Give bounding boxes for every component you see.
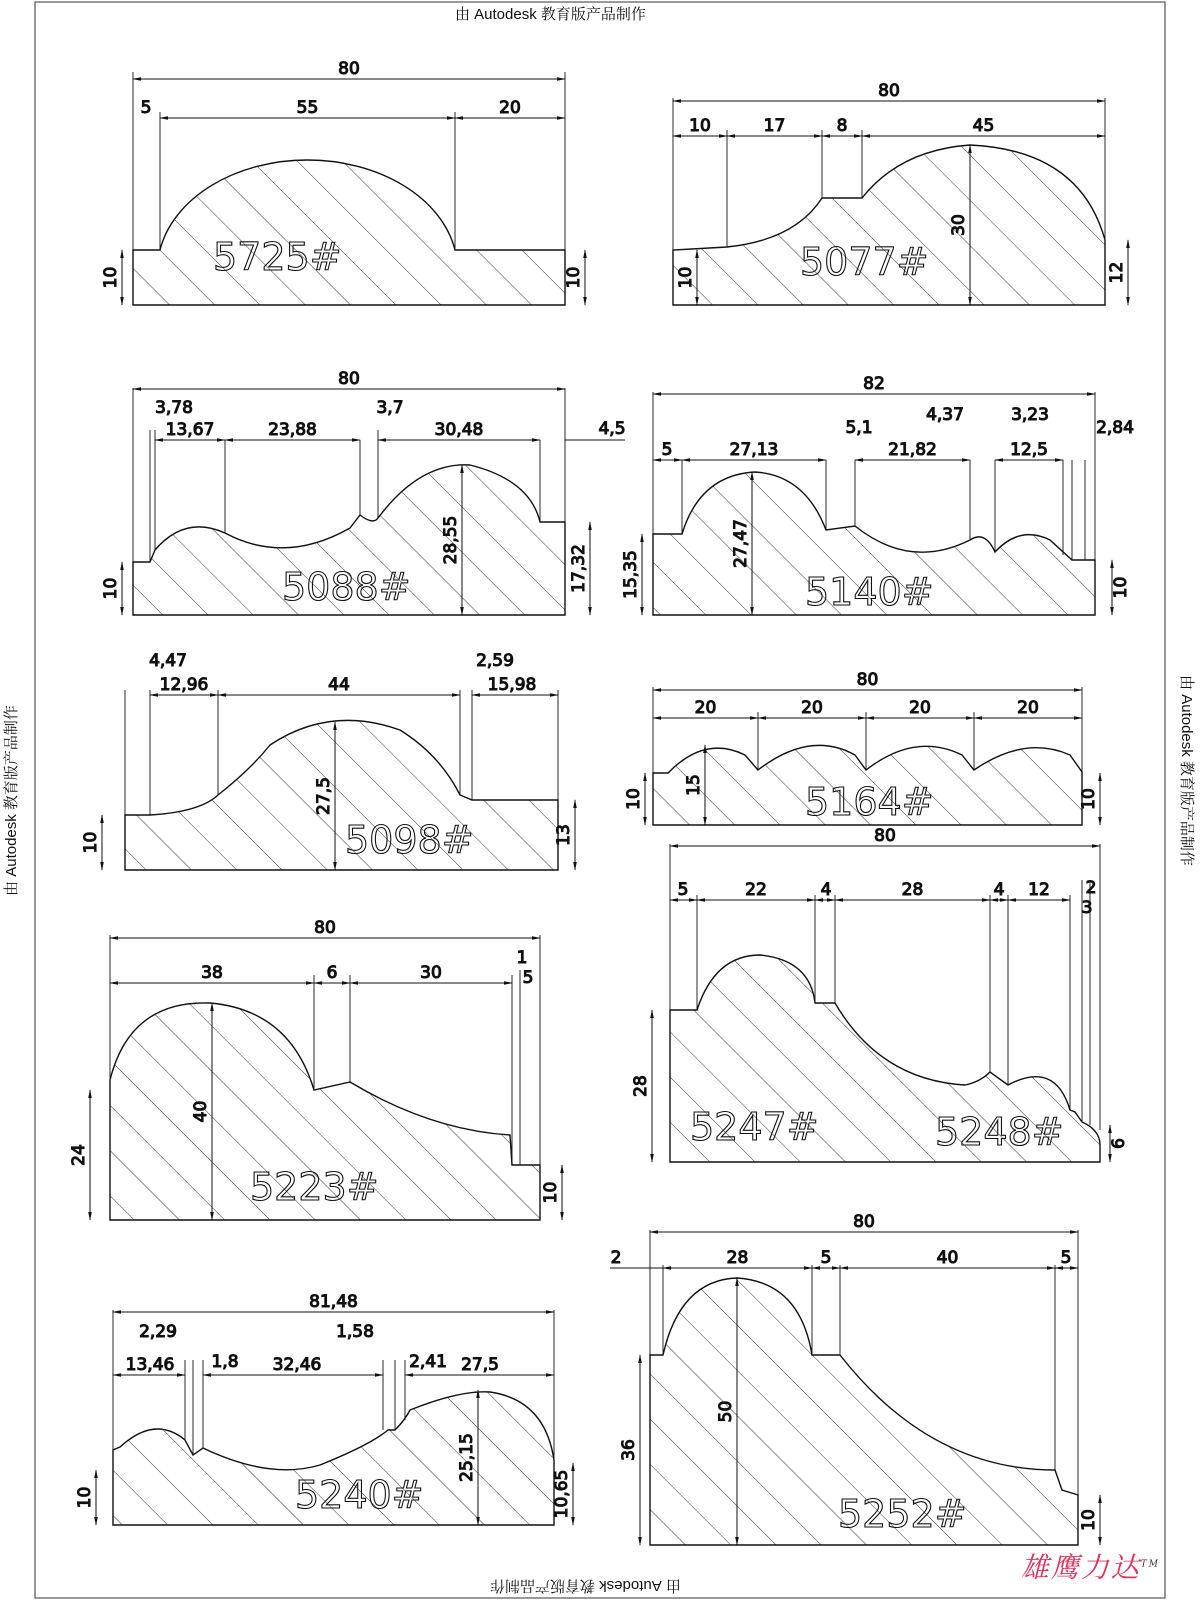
- dim-height-left: [101, 250, 122, 305]
- dimension: [653, 440, 682, 460]
- dimension-text: 27,5: [461, 1355, 499, 1375]
- dimension-text: 44: [328, 675, 350, 695]
- dimension-text: 28: [901, 880, 924, 900]
- dimension-text: 6: [326, 963, 338, 983]
- dimension-text: 15: [684, 774, 704, 796]
- svg-text:2: 2: [1085, 878, 1097, 898]
- dimension-text: 28: [726, 1248, 749, 1268]
- dimension-text: 5: [661, 440, 673, 460]
- dimension-text: 38: [201, 963, 223, 983]
- dimension-text: 12,96: [159, 675, 209, 695]
- label-5164: 5164#: [805, 780, 934, 824]
- svg-text:5: 5: [522, 968, 534, 988]
- trademark: TM: [1140, 1559, 1160, 1570]
- dimension: [670, 880, 697, 900]
- dim-height-left: [619, 1355, 640, 1545]
- dimension: [682, 440, 826, 460]
- dimension-text: 13,67: [165, 420, 215, 440]
- dim-overall-width: [650, 1212, 1078, 1232]
- dimension: [673, 116, 727, 136]
- dimension-text: 20: [801, 698, 823, 718]
- dimension: [862, 116, 1105, 136]
- dim-height-right: [1111, 560, 1131, 615]
- dimension: [990, 880, 1008, 900]
- svg-text:3,7: 3,7: [376, 398, 404, 418]
- dimension-text: 15,35: [621, 550, 641, 599]
- dimension: [866, 698, 974, 718]
- dimension-text: 13: [554, 824, 574, 846]
- svg-text:1,8: 1,8: [211, 1352, 239, 1372]
- dimension-text: 80: [338, 59, 360, 79]
- dim-height-left: [621, 534, 642, 615]
- svg-text:4,47: 4,47: [149, 651, 187, 671]
- dimension-text: 10,65: [552, 1469, 572, 1519]
- dimension-text: 10: [101, 266, 121, 289]
- dimension: [995, 440, 1063, 460]
- dimension: [727, 116, 822, 136]
- dimension-text: 27,13: [729, 440, 779, 460]
- svg-text:2,84: 2,84: [1096, 418, 1134, 438]
- label-5140: 5140#: [805, 570, 934, 614]
- svg-text:5: 5: [140, 98, 152, 118]
- dimension-text: 30: [420, 963, 442, 983]
- dimension: [350, 963, 512, 983]
- dimension-text: 81,48: [309, 1292, 358, 1312]
- dimension: [653, 698, 758, 718]
- dimension-text: 12,5: [1010, 440, 1048, 460]
- dimension-text: 12: [1107, 261, 1127, 284]
- svg-text:2,59: 2,59: [476, 651, 514, 671]
- dimension-text: 4: [820, 880, 832, 900]
- dimension-text: 10: [689, 116, 711, 136]
- dim-height-left: [101, 562, 122, 615]
- dimension-text: 5: [1060, 1248, 1072, 1268]
- dimension-text: 32,46: [272, 1355, 322, 1375]
- dimension-text: 8: [836, 116, 848, 136]
- dimension: [697, 880, 815, 900]
- dimension-text: 40: [191, 1100, 211, 1123]
- dimension: [113, 1355, 185, 1375]
- dim-height-right: [541, 1165, 562, 1220]
- profile-5098-outline: [125, 720, 558, 870]
- dim-height-right: [564, 250, 585, 305]
- dim-height-left: [631, 1010, 652, 1162]
- dimension-text: 10: [75, 1486, 95, 1509]
- label-5098: 5098#: [345, 818, 474, 862]
- label-5077: 5077#: [800, 240, 929, 284]
- dimension: [822, 116, 862, 136]
- dim-overall-width: [653, 670, 1082, 690]
- dim-overall-width: [113, 1292, 554, 1312]
- svg-text:2,41: 2,41: [409, 1352, 447, 1372]
- dimension-text: 80: [853, 1212, 875, 1232]
- dimension-text: 10: [624, 788, 644, 810]
- profile-5725-outline: [133, 160, 565, 305]
- dimension: [974, 698, 1082, 718]
- dimension-text: 17: [763, 116, 786, 136]
- dimension-text: 82: [863, 374, 885, 394]
- dimension-text: 10: [101, 577, 121, 600]
- dimension: [472, 675, 558, 695]
- dim-height-right: [569, 522, 590, 615]
- dimension: [663, 1248, 812, 1268]
- dimension: [855, 440, 970, 460]
- dim-overall-width: [670, 826, 1100, 846]
- label-5725: 5725#: [213, 235, 342, 279]
- dimension-text: 20: [1017, 698, 1039, 718]
- dimension-text: 80: [878, 81, 900, 101]
- dim-height-left: [69, 1090, 90, 1220]
- dimension: [110, 963, 314, 983]
- dim-overall-width: [110, 918, 540, 938]
- dimension-text: 80: [338, 369, 360, 389]
- dimension: [314, 963, 350, 983]
- profile-5098: [125, 720, 558, 870]
- svg-text:2: 2: [610, 1248, 622, 1268]
- svg-text:2,29: 2,29: [139, 1322, 177, 1342]
- watermark-top: 由 Autodesk 教育版产品制作: [455, 6, 646, 23]
- svg-text:4,5: 4,5: [598, 419, 626, 439]
- dimension-text: 10: [1111, 576, 1131, 599]
- dimension: [1055, 1248, 1078, 1268]
- dimension: [1008, 880, 1070, 900]
- dimension: [812, 1248, 840, 1268]
- dimension-text: 80: [856, 670, 879, 690]
- dimension: [160, 98, 455, 118]
- dimension-text: 25,15: [457, 1433, 477, 1482]
- dim-overall-width: [673, 81, 1105, 101]
- label-5248: 5248#: [935, 1110, 1064, 1154]
- dimension-text: 10: [81, 831, 101, 854]
- dim-height-right: [1107, 240, 1128, 305]
- brand-logo-text: 雄鹰力达: [1020, 1551, 1141, 1584]
- label-5223: 5223#: [250, 1165, 379, 1209]
- dim-overall-width: [133, 59, 565, 79]
- dimension-text: 20: [909, 698, 931, 718]
- dimension: [378, 420, 540, 440]
- label-5088: 5088#: [282, 565, 411, 609]
- label-5240: 5240#: [295, 1473, 424, 1517]
- dimension-text: 10: [1079, 1509, 1099, 1531]
- dimension-text: 50: [716, 1400, 736, 1423]
- svg-text:3,23: 3,23: [1011, 405, 1049, 425]
- dimension-text: 5: [820, 1248, 832, 1268]
- watermark-right: 由 Autodesk 教育版产品制作: [1177, 675, 1195, 866]
- dim-height-left: [624, 773, 645, 825]
- dim-height-right: [1109, 1125, 1129, 1162]
- dimension: [815, 880, 835, 900]
- dim-height-right: [1079, 1495, 1100, 1545]
- dimension-text: 13,46: [125, 1355, 175, 1375]
- svg-text:3,78: 3,78: [155, 398, 193, 418]
- svg-text:5,1: 5,1: [845, 418, 873, 438]
- dimension: [150, 675, 218, 695]
- brand-logo: [1021, 1546, 1160, 1586]
- label-5252: 5252#: [838, 1492, 967, 1536]
- dimension-text: 15,98: [487, 675, 537, 695]
- svg-text:1: 1: [516, 948, 528, 968]
- dimension-text: 28: [631, 1075, 651, 1097]
- dimension-text: 23,88: [268, 420, 317, 440]
- dimension-text: 80: [314, 918, 336, 938]
- dimension: [840, 1248, 1055, 1268]
- dimension-text: 21,82: [888, 440, 937, 460]
- dim-overall-width: [653, 374, 1095, 394]
- svg-text:1,58: 1,58: [336, 1322, 374, 1342]
- svg-text:3: 3: [1081, 898, 1093, 918]
- dimension-text: 45: [972, 116, 995, 136]
- dimension-text: 6: [1109, 1138, 1129, 1149]
- dimension-text: 80: [874, 826, 896, 846]
- dimension-text: 22: [745, 880, 767, 900]
- dimension-text: 27,5: [314, 777, 334, 815]
- svg-text:4,37: 4,37: [926, 405, 964, 425]
- dimension-text: 20: [694, 698, 717, 718]
- dimension: [758, 698, 866, 718]
- profile-5725: [133, 160, 565, 305]
- dimension-text: 10: [1079, 788, 1099, 810]
- dimension-text: 40: [936, 1248, 959, 1268]
- dimension-text: 30,48: [434, 420, 484, 440]
- label-5247: 5247#: [690, 1105, 819, 1149]
- dimension: [218, 675, 460, 695]
- dimension-text: 20: [499, 98, 521, 118]
- watermark-bottom: 由 Autodesk 教育版产品制作: [490, 1577, 681, 1594]
- dimension: [225, 420, 360, 440]
- dimension: [455, 98, 565, 118]
- dim-height-right: [552, 1463, 573, 1525]
- dimension-text: 4: [993, 880, 1005, 900]
- dimension-text: 36: [619, 1439, 639, 1461]
- dimension-text: 30: [949, 214, 969, 236]
- dimension-text: 28,55: [441, 515, 461, 565]
- dim-height-left: [75, 1470, 96, 1525]
- dimension-text: 24: [69, 1144, 89, 1166]
- watermark-left: 由 Autodesk 教育版产品制作: [2, 705, 20, 896]
- dimension: [835, 880, 990, 900]
- dimension-text: 10: [541, 1181, 561, 1204]
- dimension-text: 5: [677, 880, 689, 900]
- dimension-text: 27,47: [731, 519, 751, 568]
- dimension-text: 55: [296, 98, 319, 118]
- dimension-text: 10: [564, 266, 584, 289]
- dim-overall-width: [133, 369, 565, 389]
- dimension: [155, 420, 225, 440]
- dimension-text: 12: [1028, 880, 1050, 900]
- dim-height-left: [81, 815, 102, 870]
- dimension-text: 17,32: [569, 544, 589, 593]
- dimension-text: 10: [676, 266, 696, 289]
